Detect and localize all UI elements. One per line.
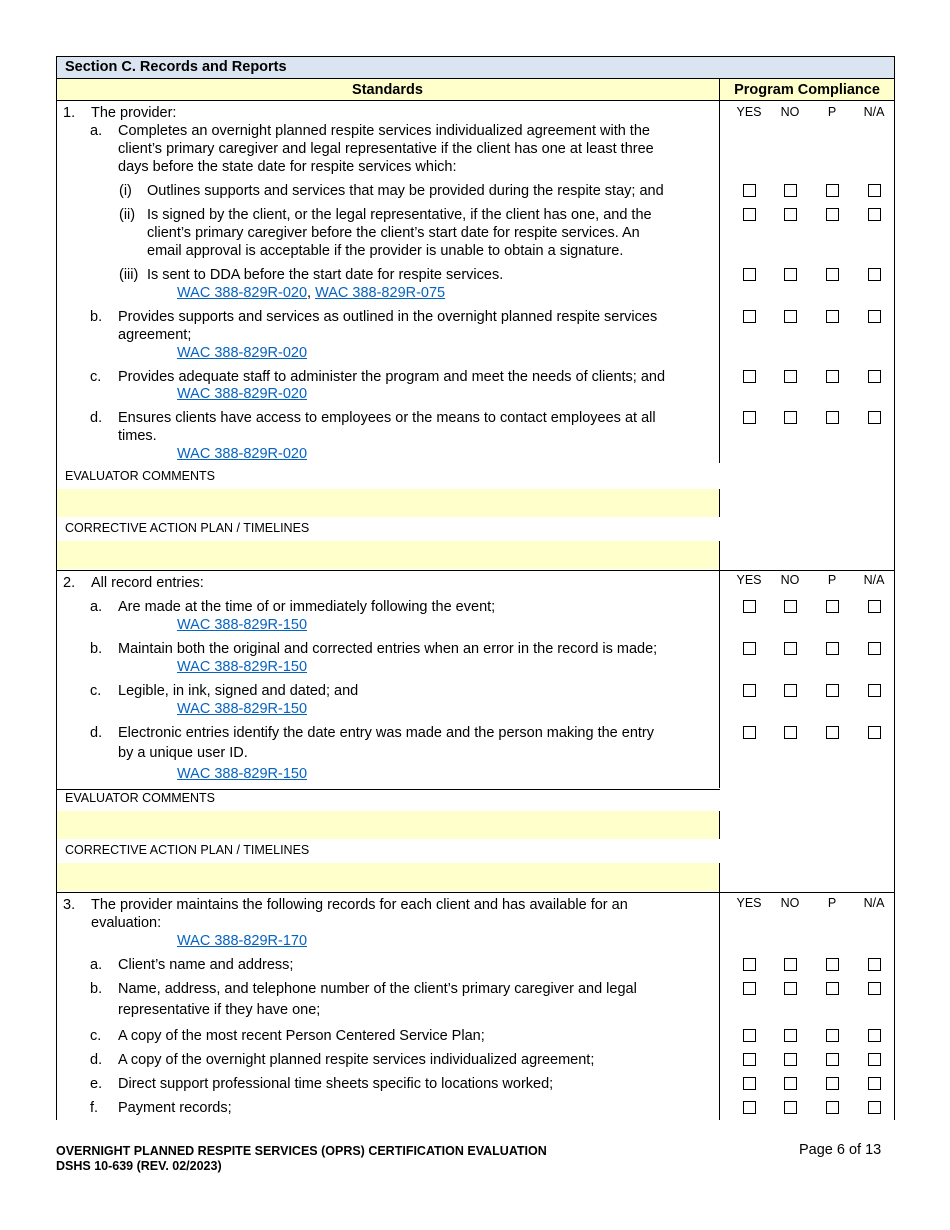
subitem-text-line: email approval is acceptable if the provider is unable to obtain a signature. bbox=[147, 243, 624, 259]
no-checkbox[interactable] bbox=[784, 1101, 797, 1114]
item-number: 2. bbox=[63, 575, 76, 591]
item-text-line: Electronic entries identify the date entry was made and the person making the entry bbox=[118, 725, 654, 741]
column-divider bbox=[719, 570, 720, 788]
evaluator-comments-label: EVALUATOR COMMENTS bbox=[65, 791, 216, 805]
corrective-action-field[interactable] bbox=[56, 863, 719, 891]
no-checkbox[interactable] bbox=[784, 726, 797, 739]
no-checkbox[interactable] bbox=[784, 268, 797, 281]
wac-link[interactable]: WAC 388-829R-150 bbox=[177, 617, 308, 633]
item-letter: c. bbox=[90, 369, 102, 385]
wac-reference-group bbox=[177, 284, 445, 302]
corrective-action-field[interactable] bbox=[56, 541, 719, 569]
item-letter: a. bbox=[90, 123, 103, 139]
na-checkbox[interactable] bbox=[868, 184, 881, 197]
na-checkbox[interactable] bbox=[868, 1101, 881, 1114]
yes-checkbox[interactable] bbox=[743, 370, 756, 383]
yes-checkbox[interactable] bbox=[743, 268, 756, 281]
item-letter: c. bbox=[90, 1028, 102, 1044]
wac-link[interactable]: WAC 388-829R-170 bbox=[177, 933, 308, 949]
column-divider bbox=[719, 863, 720, 892]
na-checkbox[interactable] bbox=[868, 370, 881, 383]
compliance-label-no: NO bbox=[780, 896, 800, 910]
yes-checkbox[interactable] bbox=[743, 208, 756, 221]
item-letter: a. bbox=[90, 957, 103, 973]
yes-checkbox[interactable] bbox=[743, 600, 756, 613]
yes-checkbox[interactable] bbox=[743, 642, 756, 655]
item-letter: d. bbox=[90, 410, 103, 426]
row-divider bbox=[56, 570, 895, 571]
yes-checkbox[interactable] bbox=[743, 726, 756, 739]
item-text-line: agreement; bbox=[118, 327, 192, 343]
no-checkbox[interactable] bbox=[784, 600, 797, 613]
table-border-top bbox=[56, 56, 895, 57]
yes-checkbox[interactable] bbox=[743, 1053, 756, 1066]
no-checkbox[interactable] bbox=[784, 1053, 797, 1066]
wac-link[interactable]: WAC 388-829R-150 bbox=[177, 701, 308, 717]
column-divider bbox=[719, 100, 720, 463]
partial-checkbox[interactable] bbox=[826, 726, 839, 739]
yes-checkbox[interactable] bbox=[743, 1029, 756, 1042]
subitem-text-line: client’s primary caregiver before the client’s start date for respite services. An bbox=[147, 225, 640, 241]
item-letter: d. bbox=[90, 725, 103, 741]
compliance-label-yes: YES bbox=[736, 896, 762, 910]
item-text: Maintain both the original and corrected entries when an error in the record is made; bbox=[118, 641, 658, 657]
standards-column-header: Standards bbox=[352, 82, 423, 98]
wac-link[interactable]: WAC 388-829R-020 bbox=[177, 386, 308, 402]
compliance-column-header: Program Compliance bbox=[734, 82, 880, 98]
yes-checkbox[interactable] bbox=[743, 310, 756, 323]
item-text-line: Completes an overnight planned respite services individualized agreement with the bbox=[118, 123, 650, 139]
item-letter: e. bbox=[90, 1076, 103, 1092]
yes-checkbox[interactable] bbox=[743, 684, 756, 697]
section-title: Section C. Records and Reports bbox=[65, 59, 287, 75]
na-checkbox[interactable] bbox=[868, 726, 881, 739]
item-text: Are made at the time of or immediately following the event; bbox=[118, 599, 496, 615]
item-intro: The provider: bbox=[91, 105, 177, 121]
partial-checkbox[interactable] bbox=[826, 370, 839, 383]
no-checkbox[interactable] bbox=[784, 982, 797, 995]
no-checkbox[interactable] bbox=[784, 958, 797, 971]
item-text-line: days before the state date for respite services which: bbox=[118, 159, 457, 175]
footer-form-info bbox=[56, 1144, 547, 1174]
evaluator-comments-field[interactable] bbox=[56, 489, 719, 517]
na-checkbox[interactable] bbox=[868, 1029, 881, 1042]
compliance-label-no: NO bbox=[780, 105, 800, 119]
corrective-action-label: CORRECTIVE ACTION PLAN / TIMELINES bbox=[65, 521, 310, 535]
na-checkbox[interactable] bbox=[868, 268, 881, 281]
item-text-line: representative if they have one; bbox=[118, 1002, 321, 1018]
yes-checkbox[interactable] bbox=[743, 982, 756, 995]
item-text: Direct support professional time sheets specific to locations worked; bbox=[118, 1076, 554, 1092]
row-divider bbox=[56, 100, 895, 101]
compliance-label-p: P bbox=[827, 896, 837, 910]
partial-checkbox[interactable] bbox=[826, 1053, 839, 1066]
no-checkbox[interactable] bbox=[784, 1029, 797, 1042]
compliance-label-p: P bbox=[827, 105, 837, 119]
partial-checkbox[interactable] bbox=[826, 684, 839, 697]
no-checkbox[interactable] bbox=[784, 1077, 797, 1090]
compliance-label-yes: YES bbox=[736, 105, 762, 119]
evaluation-form-table bbox=[56, 56, 894, 1120]
item-letter: a. bbox=[90, 599, 103, 615]
item-text: Provides adequate staff to administer the program and meet the needs of clients; and bbox=[118, 369, 666, 385]
footer-form-number: DSHS 10-639 (REV. 02/2023) bbox=[56, 1159, 222, 1173]
item-number: 3. bbox=[63, 897, 76, 913]
subitem-text: Outlines supports and services that may be provided during the respite stay; and bbox=[147, 183, 664, 199]
partial-checkbox[interactable] bbox=[826, 642, 839, 655]
item-letter: b. bbox=[90, 309, 103, 325]
footer-form-title: OVERNIGHT PLANNED RESPITE SERVICES (OPRS) CERTIFICATION EVALUATION bbox=[56, 1144, 547, 1158]
subitem-number: (iii) bbox=[119, 267, 139, 283]
na-checkbox[interactable] bbox=[868, 1053, 881, 1066]
evaluator-comments-label: EVALUATOR COMMENTS bbox=[65, 469, 216, 483]
partial-checkbox[interactable] bbox=[826, 184, 839, 197]
na-checkbox[interactable] bbox=[868, 600, 881, 613]
partial-checkbox[interactable] bbox=[826, 1101, 839, 1114]
item-text: A copy of the most recent Person Centered Service Plan; bbox=[118, 1028, 485, 1044]
na-checkbox[interactable] bbox=[868, 208, 881, 221]
partial-checkbox[interactable] bbox=[826, 310, 839, 323]
no-checkbox[interactable] bbox=[784, 184, 797, 197]
partial-checkbox[interactable] bbox=[826, 411, 839, 424]
item-letter: c. bbox=[90, 683, 102, 699]
item-text-line: client’s primary caregiver and legal representative if the client has one at least three bbox=[118, 141, 654, 157]
table-border-left bbox=[56, 56, 57, 1120]
row-divider bbox=[56, 78, 895, 79]
partial-checkbox[interactable] bbox=[826, 1077, 839, 1090]
subitem-text: Is sent to DDA before the start date for respite services. bbox=[147, 267, 504, 283]
no-checkbox[interactable] bbox=[784, 642, 797, 655]
no-checkbox[interactable] bbox=[784, 208, 797, 221]
item-text-line: Ensures clients have access to employees or the means to contact employees at all bbox=[118, 410, 656, 426]
row-divider bbox=[56, 892, 895, 893]
na-checkbox[interactable] bbox=[868, 958, 881, 971]
partial-checkbox[interactable] bbox=[826, 208, 839, 221]
partial-checkbox[interactable] bbox=[826, 1029, 839, 1042]
item-text-line: Name, address, and telephone number of the client’s primary caregiver and legal bbox=[118, 981, 637, 997]
yes-checkbox[interactable] bbox=[743, 958, 756, 971]
column-divider bbox=[719, 489, 720, 517]
item-intro: All record entries: bbox=[91, 575, 204, 591]
na-checkbox[interactable] bbox=[868, 411, 881, 424]
item-text-line: by a unique user ID. bbox=[118, 745, 248, 761]
item-text: Payment records; bbox=[118, 1100, 232, 1116]
item-text-line: evaluation: bbox=[91, 915, 162, 931]
yes-checkbox[interactable] bbox=[743, 411, 756, 424]
item-number: 1. bbox=[63, 105, 76, 121]
no-checkbox[interactable] bbox=[784, 310, 797, 323]
na-checkbox[interactable] bbox=[868, 684, 881, 697]
partial-checkbox[interactable] bbox=[826, 600, 839, 613]
column-divider bbox=[719, 892, 720, 1120]
compliance-label-na: N/A bbox=[863, 573, 885, 587]
subitem-number: (ii) bbox=[119, 207, 136, 223]
item-letter: f. bbox=[90, 1100, 99, 1116]
item-text-line: The provider maintains the following records for each client and has available for an bbox=[91, 897, 628, 913]
na-checkbox[interactable] bbox=[868, 642, 881, 655]
compliance-label-p: P bbox=[827, 573, 837, 587]
no-checkbox[interactable] bbox=[784, 411, 797, 424]
compliance-label-na: N/A bbox=[863, 896, 885, 910]
wac-link[interactable]: WAC 388-829R-075 bbox=[315, 285, 446, 301]
wac-link[interactable]: WAC 388-829R-020 bbox=[177, 446, 308, 462]
subitem-number: (i) bbox=[119, 183, 132, 199]
item-letter: d. bbox=[90, 1052, 103, 1068]
no-checkbox[interactable] bbox=[784, 684, 797, 697]
table-border-right bbox=[894, 56, 895, 1120]
wac-link[interactable]: WAC 388-829R-150 bbox=[177, 766, 308, 782]
partial-checkbox[interactable] bbox=[826, 982, 839, 995]
wac-link[interactable]: WAC 388-829R-150 bbox=[177, 659, 308, 675]
item-text: Client’s name and address; bbox=[118, 957, 294, 973]
column-divider bbox=[719, 541, 720, 570]
yes-checkbox[interactable] bbox=[743, 184, 756, 197]
subitem-text-line: Is signed by the client, or the legal representative, if the client has one, and the bbox=[147, 207, 652, 223]
corrective-action-label: CORRECTIVE ACTION PLAN / TIMELINES bbox=[65, 843, 310, 857]
yes-checkbox[interactable] bbox=[743, 1077, 756, 1090]
row-divider bbox=[56, 789, 720, 790]
item-text: Legible, in ink, signed and dated; and bbox=[118, 683, 359, 699]
partial-checkbox[interactable] bbox=[826, 958, 839, 971]
na-checkbox[interactable] bbox=[868, 982, 881, 995]
item-letter: b. bbox=[90, 641, 103, 657]
compliance-label-na: N/A bbox=[863, 105, 885, 119]
item-letter: b. bbox=[90, 981, 103, 997]
evaluator-comments-field[interactable] bbox=[56, 811, 719, 839]
item-text-line: times. bbox=[118, 428, 157, 444]
no-checkbox[interactable] bbox=[784, 370, 797, 383]
yes-checkbox[interactable] bbox=[743, 1101, 756, 1114]
column-divider bbox=[719, 78, 720, 101]
wac-link[interactable]: WAC 388-829R-020 bbox=[177, 285, 308, 301]
item-text-line: Provides supports and services as outlined in the overnight planned respite services bbox=[118, 309, 658, 325]
wac-link[interactable]: WAC 388-829R-020 bbox=[177, 345, 308, 361]
compliance-label-yes: YES bbox=[736, 573, 762, 587]
compliance-label-no: NO bbox=[780, 573, 800, 587]
page-number: Page 6 of 13 bbox=[799, 1142, 882, 1158]
column-divider bbox=[719, 811, 720, 839]
na-checkbox[interactable] bbox=[868, 310, 881, 323]
partial-checkbox[interactable] bbox=[826, 268, 839, 281]
item-text: A copy of the overnight planned respite services individualized agreement; bbox=[118, 1052, 595, 1068]
link-separator: , bbox=[307, 285, 316, 301]
na-checkbox[interactable] bbox=[868, 1077, 881, 1090]
